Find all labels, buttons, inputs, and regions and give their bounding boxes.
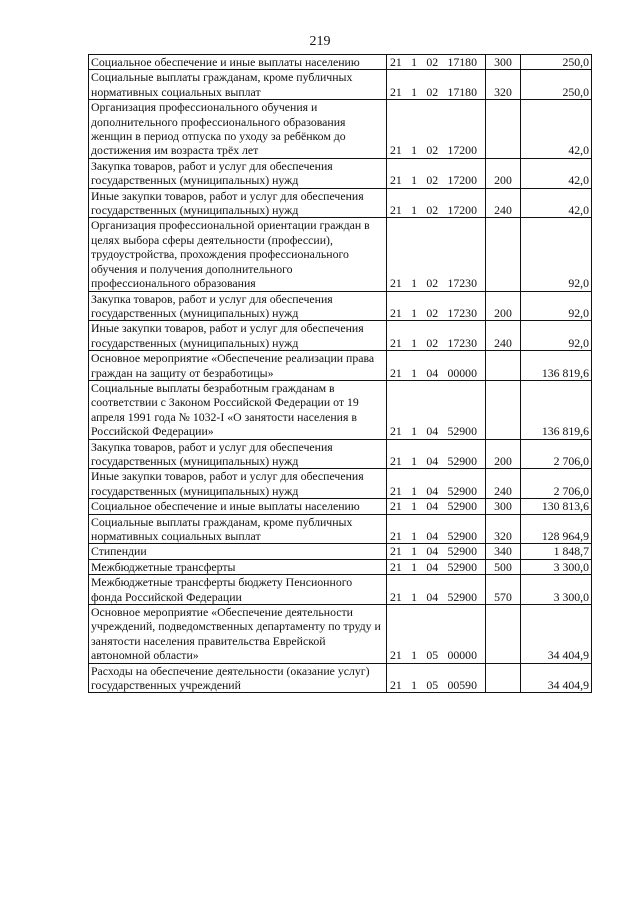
row-name: Закупка товаров, работ и услуг для обеспечения государственных (муниципальных) нужд [89, 439, 387, 469]
code-direction: 52900 [447, 483, 477, 498]
row-name: Расходы на обеспечение деятельности (оказание услуг) государственных учреждений [89, 663, 387, 693]
row-name: Межбюджетные трансферты [89, 559, 387, 574]
row-expense-type: 320 [486, 70, 521, 100]
row-code [387, 321, 486, 351]
code-direction: 52900 [447, 589, 477, 604]
row-amount: 42,0 [521, 158, 592, 188]
code-direction: 17200 [447, 173, 477, 188]
row-code [387, 380, 486, 439]
row-expense-type [486, 663, 521, 693]
row-expense-type [486, 100, 521, 159]
code-program: 21 [390, 453, 402, 468]
row-amount: 3 300,0 [521, 575, 592, 605]
code-subprogram: 1 [411, 143, 418, 158]
table-row [89, 575, 592, 605]
row-name: Закупка товаров, работ и услуг для обеспечения государственных (муниципальных) нужд [89, 291, 387, 321]
code-direction: 52900 [447, 499, 477, 514]
code-activity: 04 [426, 453, 439, 468]
row-expense-type: 240 [486, 188, 521, 218]
code-program: 21 [390, 559, 402, 574]
row-name: Социальные выплаты гражданам, кроме публичных нормативных социальных выплат [89, 70, 387, 100]
code-subprogram: 1 [411, 55, 418, 69]
row-code [387, 605, 486, 664]
row-amount: 92,0 [521, 291, 592, 321]
code-activity: 02 [426, 203, 439, 218]
budget-table-body [89, 55, 592, 693]
code-direction: 00000 [447, 365, 477, 380]
table-row [89, 291, 592, 321]
table-row [89, 514, 592, 544]
row-amount: 1 848,7 [521, 544, 592, 559]
row-expense-type [486, 380, 521, 439]
row-name: Иные закупки товаров, работ и услуг для обеспечения государственных (муниципальных) нужд [89, 321, 387, 351]
code-direction: 17200 [447, 203, 477, 218]
table-row [89, 158, 592, 188]
table-row [89, 663, 592, 693]
row-amount: 34 404,9 [521, 663, 592, 693]
row-amount: 2 706,0 [521, 469, 592, 499]
row-amount: 92,0 [521, 321, 592, 351]
budget-table [88, 54, 592, 693]
code-subprogram: 1 [411, 678, 418, 693]
code-direction: 17230 [447, 276, 477, 291]
row-code [387, 663, 486, 693]
code-program: 21 [390, 544, 402, 559]
page-number: 219 [309, 34, 331, 49]
code-subprogram: 1 [411, 544, 418, 559]
code-parts [389, 143, 483, 157]
row-code [387, 499, 486, 514]
code-direction: 52900 [447, 559, 477, 574]
code-subprogram: 1 [411, 276, 418, 291]
row-code [387, 158, 486, 188]
row-code [387, 559, 486, 574]
row-expense-type: 300 [486, 55, 521, 70]
table-row [89, 55, 592, 70]
row-amount: 42,0 [521, 188, 592, 218]
code-parts [389, 560, 483, 574]
code-activity: 02 [426, 305, 439, 320]
code-activity: 05 [426, 648, 439, 663]
code-program: 21 [390, 143, 402, 158]
row-expense-type: 570 [486, 575, 521, 605]
code-subprogram: 1 [411, 529, 418, 543]
code-activity: 04 [426, 589, 439, 604]
table-row [89, 70, 592, 100]
code-program: 21 [390, 55, 402, 69]
row-code [387, 218, 486, 291]
code-activity: 02 [426, 173, 439, 188]
code-direction: 17200 [447, 143, 477, 158]
code-subprogram: 1 [411, 305, 418, 320]
row-amount: 136 819,6 [521, 380, 592, 439]
row-name: Основное мероприятие «Обеспечение реализации права граждан на защиту от безработицы» [89, 351, 387, 381]
code-direction: 52900 [447, 424, 477, 439]
table-row [89, 439, 592, 469]
code-subprogram: 1 [411, 453, 418, 468]
table-row [89, 100, 592, 159]
code-subprogram: 1 [411, 483, 418, 498]
row-code [387, 514, 486, 544]
code-parts [389, 336, 483, 350]
code-program: 21 [390, 678, 402, 693]
code-activity: 02 [426, 143, 439, 158]
row-amount: 42,0 [521, 100, 592, 159]
row-expense-type: 200 [486, 291, 521, 321]
row-name: Стипендии [89, 544, 387, 559]
code-direction: 52900 [447, 453, 477, 468]
row-code [387, 188, 486, 218]
code-program: 21 [390, 499, 402, 514]
code-activity: 02 [426, 276, 439, 291]
table-row [89, 321, 592, 351]
code-parts [389, 678, 483, 692]
code-activity: 02 [426, 84, 439, 99]
code-subprogram: 1 [411, 648, 418, 663]
code-program: 21 [390, 483, 402, 498]
row-name: Основное мероприятие «Обеспечение деятельности учреждений, подведомственных департаменту по труду и занятости населения правительства Еврейской автономной области» [89, 605, 387, 664]
row-amount: 136 819,6 [521, 351, 592, 381]
code-activity: 05 [426, 678, 439, 693]
code-direction: 00590 [447, 678, 477, 693]
row-expense-type [486, 351, 521, 381]
code-parts [389, 454, 483, 468]
row-name: Социальное обеспечение и иные выплаты населению [89, 55, 387, 70]
row-code [387, 55, 486, 70]
code-parts [389, 499, 483, 513]
code-subprogram: 1 [411, 499, 418, 514]
code-direction: 17180 [447, 84, 477, 99]
code-program: 21 [390, 203, 402, 218]
code-program: 21 [390, 424, 402, 439]
row-amount: 34 404,9 [521, 605, 592, 664]
code-program: 21 [390, 529, 402, 543]
code-parts [389, 276, 483, 290]
code-subprogram: 1 [411, 203, 418, 218]
code-activity: 04 [426, 483, 439, 498]
row-code [387, 70, 486, 100]
code-subprogram: 1 [411, 173, 418, 188]
code-activity: 04 [426, 544, 439, 559]
row-expense-type: 340 [486, 544, 521, 559]
row-expense-type: 200 [486, 158, 521, 188]
row-amount: 250,0 [521, 55, 592, 70]
code-direction: 17180 [447, 55, 477, 69]
code-subprogram: 1 [411, 559, 418, 574]
code-parts [389, 648, 483, 662]
row-name: Социальные выплаты безработным гражданам в соответствии с Законом Российской Федерации от 19 апреля 1991 года № 1032-I «О занятости населения в Российской Федерации» [89, 380, 387, 439]
row-code [387, 439, 486, 469]
code-program: 21 [390, 84, 402, 99]
code-subprogram: 1 [411, 335, 418, 350]
code-activity: 04 [426, 365, 439, 380]
row-amount: 92,0 [521, 218, 592, 291]
code-parts [389, 529, 483, 543]
code-program: 21 [390, 173, 402, 188]
row-expense-type: 500 [486, 559, 521, 574]
code-subprogram: 1 [411, 84, 418, 99]
table-row [89, 544, 592, 559]
row-code [387, 100, 486, 159]
row-amount: 250,0 [521, 70, 592, 100]
row-name: Закупка товаров, работ и услуг для обеспечения государственных (муниципальных) нужд [89, 158, 387, 188]
row-code [387, 291, 486, 321]
code-direction: 52900 [447, 544, 477, 559]
row-code [387, 351, 486, 381]
code-program: 21 [390, 276, 402, 291]
row-expense-type: 320 [486, 514, 521, 544]
code-program: 21 [390, 335, 402, 350]
table-row [89, 469, 592, 499]
code-activity: 04 [426, 499, 439, 514]
table-row [89, 218, 592, 291]
code-direction: 00000 [447, 648, 477, 663]
code-activity: 02 [426, 55, 439, 69]
code-subprogram: 1 [411, 424, 418, 439]
code-activity: 04 [426, 424, 439, 439]
row-expense-type: 240 [486, 321, 521, 351]
table-row [89, 605, 592, 664]
code-program: 21 [390, 589, 402, 604]
code-parts [389, 203, 483, 217]
code-program: 21 [390, 365, 402, 380]
row-name: Организация профессионального обучения и дополнительного профессионального образования женщин в период отпуска по уходу за ребёнком до достижения им возраста трёх лет [89, 100, 387, 159]
row-name: Межбюджетные трансферты бюджету Пенсионного фонда Российской Федерации [89, 575, 387, 605]
row-amount: 128 964,9 [521, 514, 592, 544]
table-row [89, 559, 592, 574]
code-parts [389, 55, 483, 69]
code-direction: 17230 [447, 305, 477, 320]
row-name: Иные закупки товаров, работ и услуг для обеспечения государственных (муниципальных) нужд [89, 469, 387, 499]
row-expense-type [486, 605, 521, 664]
code-activity: 02 [426, 335, 439, 350]
row-code [387, 544, 486, 559]
code-parts [389, 484, 483, 498]
row-expense-type [486, 218, 521, 291]
code-direction: 17230 [447, 335, 477, 350]
row-expense-type: 240 [486, 469, 521, 499]
code-program: 21 [390, 305, 402, 320]
row-name: Социальные выплаты гражданам, кроме публичных нормативных социальных выплат [89, 514, 387, 544]
code-subprogram: 1 [411, 365, 418, 380]
code-subprogram: 1 [411, 589, 418, 604]
code-parts [389, 173, 483, 187]
table-row [89, 499, 592, 514]
row-amount: 2 706,0 [521, 439, 592, 469]
row-code [387, 575, 486, 605]
row-expense-type: 300 [486, 499, 521, 514]
row-name: Иные закупки товаров, работ и услуг для обеспечения государственных (муниципальных) нужд [89, 188, 387, 218]
row-amount: 130 813,6 [521, 499, 592, 514]
code-parts [389, 424, 483, 438]
code-parts [389, 590, 483, 604]
code-program: 21 [390, 648, 402, 663]
code-parts [389, 306, 483, 320]
code-parts [389, 85, 483, 99]
code-activity: 04 [426, 559, 439, 574]
row-amount: 3 300,0 [521, 559, 592, 574]
table-row [89, 380, 592, 439]
code-activity: 04 [426, 529, 439, 543]
code-direction: 52900 [447, 529, 477, 543]
table-row [89, 351, 592, 381]
row-expense-type: 200 [486, 439, 521, 469]
table-row [89, 188, 592, 218]
row-name: Организация профессиональной ориентации граждан в целях выбора сферы деятельности (профессии), трудоустройства, прохождения профессионального обучения и получения дополнительного профессионального образования [89, 218, 387, 291]
code-parts [389, 366, 483, 380]
row-name: Социальное обеспечение и иные выплаты населению [89, 499, 387, 514]
row-code [387, 469, 486, 499]
code-parts [389, 544, 483, 558]
